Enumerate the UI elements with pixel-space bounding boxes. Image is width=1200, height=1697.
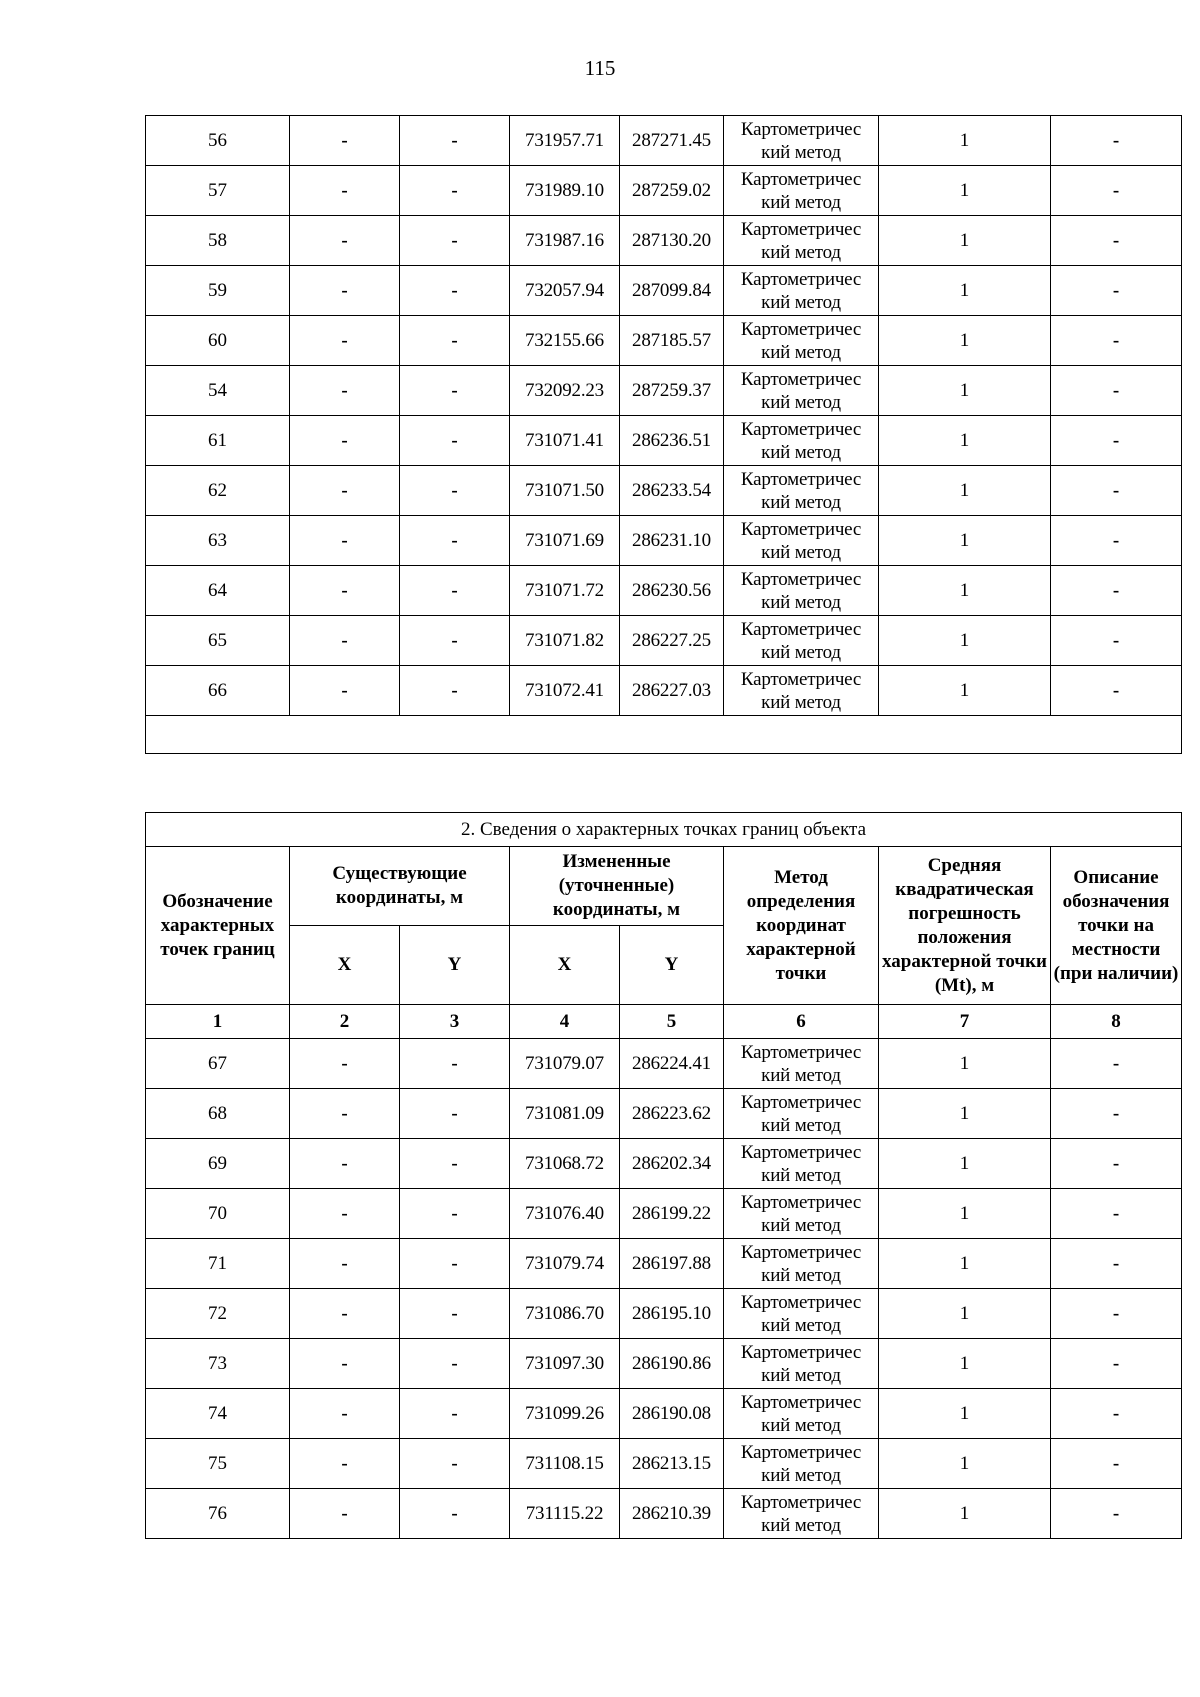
method-line: Картометричес [740,418,862,440]
point-description-cell: - [1051,1239,1182,1289]
method-line: кий метод [761,141,841,163]
point-designation-cell: 56 [146,116,290,166]
mean-error-cell: 1 [879,1139,1051,1189]
method-line: Картометричес [740,368,862,390]
point-description-cell: - [1051,1139,1182,1189]
table-row [146,1289,1182,1339]
method-line: Картометричес [740,568,862,590]
table-row [146,266,1182,316]
point-description-cell: - [1051,516,1182,566]
method-line: Картометричес [740,1091,862,1113]
point-designation-cell: 69 [146,1139,290,1189]
changed-x-cell: 731071.50 [510,466,620,516]
existing-y-cell: - [400,116,510,166]
coordinates-table-continued [145,115,1182,754]
mean-error-cell: 1 [879,1339,1051,1389]
method-cell [724,666,879,716]
point-description-cell: - [1051,316,1182,366]
column-number-row [146,1005,1182,1039]
method-cell [724,616,879,666]
mean-error-cell: 1 [879,316,1051,366]
existing-x-cell: - [290,1289,400,1339]
changed-x-cell: 731099.26 [510,1389,620,1439]
changed-x-cell: 731957.71 [510,116,620,166]
header-existing-coordinates: Существующие координаты, м [290,847,510,926]
existing-y-cell: - [400,516,510,566]
point-designation-cell: 57 [146,166,290,216]
method-line: кий метод [761,1064,841,1086]
existing-y-cell: - [400,1189,510,1239]
method-line: Картометричес [740,268,862,290]
method-cell [724,366,879,416]
table-row [146,1389,1182,1439]
mean-error-cell: 1 [879,1239,1051,1289]
header-method: Метод определения координат характерной точки [724,847,879,1005]
header-row [146,847,1182,926]
point-designation-cell: 71 [146,1239,290,1289]
point-designation-cell: 63 [146,516,290,566]
method-line: кий метод [761,1514,841,1536]
table-row [146,1139,1182,1189]
method-line: кий метод [761,241,841,263]
point-description-cell: - [1051,1039,1182,1089]
header-designation: Обозначение характерных точек границ [146,847,290,1005]
header-mean-error: Средняя квадратическая погрешность положения характерной точки (Mt), м [879,847,1051,1005]
existing-y-cell: - [400,1039,510,1089]
column-number: 7 [879,1005,1051,1039]
existing-x-cell: - [290,1239,400,1289]
existing-x-cell: - [290,266,400,316]
header-description: Описание обозначения точки на местности (при наличии) [1051,847,1182,1005]
existing-x-cell: - [290,316,400,366]
changed-x-cell: 731079.07 [510,1039,620,1089]
existing-y-cell: - [400,466,510,516]
method-cell [724,1289,879,1339]
existing-y-cell: - [400,416,510,466]
existing-x-cell: - [290,366,400,416]
point-description-cell: - [1051,416,1182,466]
method-line: Картометричес [740,518,862,540]
point-designation-cell: 75 [146,1439,290,1489]
boundary-points-table [145,812,1182,1539]
changed-y-cell: 287259.37 [620,366,724,416]
changed-x-cell: 731076.40 [510,1189,620,1239]
method-line: Картометричес [740,118,862,140]
mean-error-cell: 1 [879,566,1051,616]
method-line: кий метод [761,291,841,313]
table-row [146,1239,1182,1289]
changed-y-cell: 286230.56 [620,566,724,616]
method-line: Картометричес [740,1441,862,1463]
point-designation-cell: 61 [146,416,290,466]
mean-error-cell: 1 [879,366,1051,416]
mean-error-cell: 1 [879,216,1051,266]
method-line: кий метод [761,441,841,463]
point-description-cell: - [1051,266,1182,316]
existing-x-cell: - [290,416,400,466]
method-line: кий метод [761,1214,841,1236]
changed-y-cell: 286190.86 [620,1339,724,1389]
changed-y-cell: 286213.15 [620,1439,724,1489]
table-row [146,1039,1182,1089]
mean-error-cell: 1 [879,1289,1051,1339]
changed-y-cell: 286197.88 [620,1239,724,1289]
changed-y-cell: 287130.20 [620,216,724,266]
point-description-cell: - [1051,616,1182,666]
point-designation-cell: 70 [146,1189,290,1239]
method-line: кий метод [761,491,841,513]
mean-error-cell: 1 [879,266,1051,316]
changed-y-cell: 287185.57 [620,316,724,366]
method-line: Картометричес [740,1041,862,1063]
changed-x-cell: 731081.09 [510,1089,620,1139]
method-cell [724,566,879,616]
mean-error-cell: 1 [879,616,1051,666]
method-line: Картометричес [740,1191,862,1213]
existing-x-cell: - [290,1439,400,1489]
section-title: 2. Сведения о характерных точках границ объекта [146,813,1182,847]
mean-error-cell: 1 [879,1039,1051,1089]
changed-y-cell: 287099.84 [620,266,724,316]
method-line: кий метод [761,391,841,413]
changed-x-cell: 731071.69 [510,516,620,566]
column-number: 4 [510,1005,620,1039]
existing-y-cell: - [400,1239,510,1289]
existing-y-cell: - [400,616,510,666]
changed-y-cell: 286231.10 [620,516,724,566]
changed-y-cell: 287271.45 [620,116,724,166]
method-line: кий метод [761,1114,841,1136]
table-row [146,1489,1182,1539]
mean-error-cell: 1 [879,516,1051,566]
mean-error-cell: 1 [879,416,1051,466]
method-cell [724,316,879,366]
table-row [146,466,1182,516]
existing-y-cell: - [400,1489,510,1539]
method-cell [724,1489,879,1539]
method-line: кий метод [761,541,841,563]
point-description-cell: - [1051,1439,1182,1489]
column-number: 6 [724,1005,879,1039]
changed-x-cell: 731987.16 [510,216,620,266]
changed-y-cell: 287259.02 [620,166,724,216]
point-designation-cell: 74 [146,1389,290,1439]
table-row [146,566,1182,616]
section-title-row [146,813,1182,847]
method-cell [724,416,879,466]
changed-y-cell: 286236.51 [620,416,724,466]
method-line: Картометричес [740,168,862,190]
existing-x-cell: - [290,216,400,266]
changed-x-cell: 731115.22 [510,1489,620,1539]
page-number: 115 [584,56,616,80]
method-line: кий метод [761,191,841,213]
point-description-cell: - [1051,566,1182,616]
changed-y-cell: 286227.25 [620,616,724,666]
point-description-cell: - [1051,1389,1182,1439]
changed-y-cell: 286233.54 [620,466,724,516]
point-description-cell: - [1051,366,1182,416]
existing-x-cell: - [290,466,400,516]
mean-error-cell: 1 [879,1439,1051,1489]
table-row [146,1339,1182,1389]
mean-error-cell: 1 [879,1489,1051,1539]
method-line: Картометричес [740,668,862,690]
existing-x-cell: - [290,1139,400,1189]
changed-x-cell: 731072.41 [510,666,620,716]
method-cell [724,466,879,516]
method-line: кий метод [761,641,841,663]
table-row [146,116,1182,166]
method-cell [724,1039,879,1089]
changed-y-cell: 286227.03 [620,666,724,716]
changed-y-cell: 286195.10 [620,1289,724,1339]
existing-y-cell: - [400,1339,510,1389]
method-line: кий метод [761,1414,841,1436]
method-line: Картометричес [740,468,862,490]
existing-x-cell: - [290,666,400,716]
method-cell [724,1189,879,1239]
point-designation-cell: 72 [146,1289,290,1339]
existing-x-cell: - [290,1489,400,1539]
table-row [146,1439,1182,1489]
table-row [146,216,1182,266]
method-cell [724,1239,879,1289]
table-row [146,416,1182,466]
column-number: 5 [620,1005,724,1039]
changed-x-cell: 731071.82 [510,616,620,666]
changed-y-cell: 286202.34 [620,1139,724,1189]
changed-x-cell: 732092.23 [510,366,620,416]
point-description-cell: - [1051,1489,1182,1539]
column-number: 8 [1051,1005,1182,1039]
method-line: кий метод [761,691,841,713]
method-line: Картометричес [740,1391,862,1413]
column-number: 2 [290,1005,400,1039]
method-line: Картометричес [740,618,862,640]
point-designation-cell: 65 [146,616,290,666]
header-changed-x: X [510,926,620,1005]
method-line: Картометричес [740,1141,862,1163]
changed-x-cell: 732155.66 [510,316,620,366]
point-description-cell: - [1051,1289,1182,1339]
point-description-cell: - [1051,116,1182,166]
existing-y-cell: - [400,1289,510,1339]
table-row [146,1189,1182,1239]
point-designation-cell: 66 [146,666,290,716]
point-designation-cell: 73 [146,1339,290,1389]
method-cell [724,216,879,266]
point-description-cell: - [1051,166,1182,216]
point-designation-cell: 62 [146,466,290,516]
mean-error-cell: 1 [879,1089,1051,1139]
existing-x-cell: - [290,116,400,166]
column-number: 1 [146,1005,290,1039]
changed-y-cell: 286199.22 [620,1189,724,1239]
point-description-cell: - [1051,466,1182,516]
changed-y-cell: 286223.62 [620,1089,724,1139]
point-description-cell: - [1051,1089,1182,1139]
method-line: Картометричес [740,1491,862,1513]
table-row [146,516,1182,566]
changed-x-cell: 731108.15 [510,1439,620,1489]
table-row [146,1089,1182,1139]
method-line: Картометричес [740,218,862,240]
method-cell [724,116,879,166]
changed-x-cell: 731097.30 [510,1339,620,1389]
column-number: 3 [400,1005,510,1039]
method-cell [724,516,879,566]
header-existing-y: Y [400,926,510,1005]
method-cell [724,166,879,216]
method-line: Картометричес [740,1291,862,1313]
method-cell [724,1089,879,1139]
mean-error-cell: 1 [879,666,1051,716]
existing-x-cell: - [290,1039,400,1089]
point-description-cell: - [1051,1339,1182,1389]
table-row [146,616,1182,666]
point-designation-cell: 76 [146,1489,290,1539]
point-description-cell: - [1051,1189,1182,1239]
table-row [146,166,1182,216]
existing-y-cell: - [400,566,510,616]
point-designation-cell: 64 [146,566,290,616]
existing-x-cell: - [290,1339,400,1389]
method-cell [724,1389,879,1439]
existing-y-cell: - [400,216,510,266]
mean-error-cell: 1 [879,166,1051,216]
existing-x-cell: - [290,566,400,616]
existing-y-cell: - [400,1089,510,1139]
existing-x-cell: - [290,166,400,216]
existing-y-cell: - [400,316,510,366]
changed-x-cell: 731071.72 [510,566,620,616]
method-line: кий метод [761,591,841,613]
changed-x-cell: 732057.94 [510,266,620,316]
existing-y-cell: - [400,1439,510,1489]
header-changed-coordinates: Измененные (уточненные) координаты, м [510,847,724,926]
method-line: Картометричес [740,1241,862,1263]
existing-x-cell: - [290,616,400,666]
existing-y-cell: - [400,1389,510,1439]
header-existing-x: X [290,926,400,1005]
existing-y-cell: - [400,1139,510,1189]
existing-x-cell: - [290,1389,400,1439]
existing-x-cell: - [290,516,400,566]
method-line: кий метод [761,1164,841,1186]
changed-x-cell: 731071.41 [510,416,620,466]
changed-x-cell: 731989.10 [510,166,620,216]
mean-error-cell: 1 [879,1389,1051,1439]
point-description-cell: - [1051,666,1182,716]
point-designation-cell: 54 [146,366,290,416]
mean-error-cell: 1 [879,116,1051,166]
existing-y-cell: - [400,166,510,216]
method-line: Картометричес [740,318,862,340]
table-row [146,666,1182,716]
method-line: кий метод [761,1364,841,1386]
empty-cell [146,716,1182,754]
changed-y-cell: 286224.41 [620,1039,724,1089]
point-description-cell: - [1051,216,1182,266]
mean-error-cell: 1 [879,1189,1051,1239]
table-row [146,316,1182,366]
method-line: кий метод [761,1314,841,1336]
method-line: кий метод [761,341,841,363]
changed-y-cell: 286210.39 [620,1489,724,1539]
existing-y-cell: - [400,266,510,316]
point-designation-cell: 59 [146,266,290,316]
changed-x-cell: 731079.74 [510,1239,620,1289]
table-empty-row [146,716,1182,754]
method-cell [724,1439,879,1489]
existing-y-cell: - [400,666,510,716]
changed-y-cell: 286190.08 [620,1389,724,1439]
mean-error-cell: 1 [879,466,1051,516]
method-line: кий метод [761,1264,841,1286]
point-designation-cell: 67 [146,1039,290,1089]
method-line: кий метод [761,1464,841,1486]
existing-x-cell: - [290,1189,400,1239]
point-designation-cell: 68 [146,1089,290,1139]
changed-x-cell: 731068.72 [510,1139,620,1189]
existing-x-cell: - [290,1089,400,1139]
point-designation-cell: 58 [146,216,290,266]
method-line: Картометричес [740,1341,862,1363]
method-cell [724,1139,879,1189]
method-cell [724,266,879,316]
table-row [146,366,1182,416]
changed-x-cell: 731086.70 [510,1289,620,1339]
method-cell [724,1339,879,1389]
header-changed-y: Y [620,926,724,1005]
point-designation-cell: 60 [146,316,290,366]
existing-y-cell: - [400,366,510,416]
